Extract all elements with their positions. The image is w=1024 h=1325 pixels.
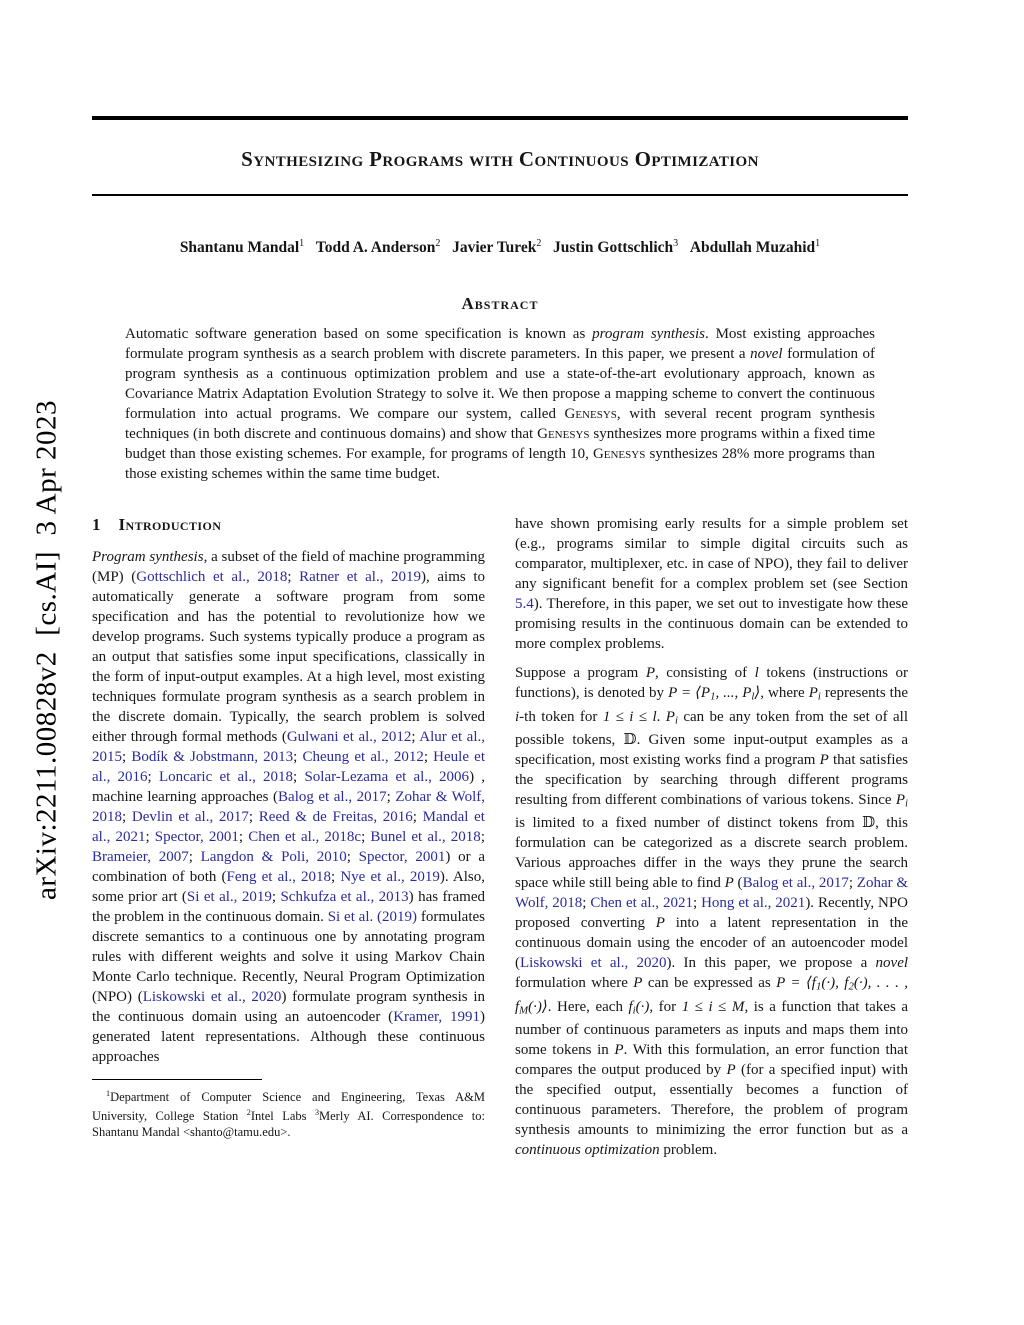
text-segment: , a subset of the field of machine programming (MP) ( (92, 549, 485, 586)
text-segment: i (817, 690, 821, 703)
text-segment: novel (875, 955, 909, 972)
text-segment: ) or a combination of both ( (92, 849, 485, 886)
paper-title: Synthesizing Programs with Continuous Optimization (241, 147, 759, 171)
intro-paragraph-2 (515, 514, 908, 654)
text-segment: ; (346, 849, 359, 866)
citation-link[interactable]: Spector, 2001 (154, 829, 239, 846)
citation-link[interactable]: Liskowski et al., 2020 (520, 955, 667, 972)
abstract-text (125, 324, 875, 484)
citation-link[interactable]: Reed & de Freitas, 2016 (258, 809, 413, 826)
text-segment (304, 239, 316, 256)
citation-link[interactable]: Bodík & Jobstmann, 2013 (131, 749, 294, 766)
citation-link[interactable]: Chen et al., 2018c (248, 829, 362, 846)
text-segment: 1 ≤ i ≤ M (681, 998, 745, 1015)
title-rule-bottom (92, 194, 908, 196)
text-segment (678, 239, 690, 256)
text-segment: Genesys (592, 446, 646, 463)
citation-link[interactable]: Devlin et al., 2017 (131, 809, 249, 826)
section-heading-introduction (92, 514, 485, 536)
text-segment: can be expressed as (642, 975, 777, 992)
text-segment: ; (582, 895, 591, 912)
intro-paragraph-1 (92, 547, 485, 1067)
text-segment: ; (386, 789, 396, 806)
text-segment: ; (188, 849, 201, 866)
citation-link[interactable]: Solar-Lezama et al., 2006 (304, 769, 470, 786)
text-segment: synthesizes 28% more programs than those existing schemes within the same time budget. (125, 446, 875, 483)
text-segment: (·)⟩ (528, 998, 548, 1015)
two-column-body (92, 514, 908, 1160)
text-segment: . (656, 708, 666, 725)
text-segment: . Given some input-output examples as a specification, most existing works find a program (515, 731, 908, 768)
citation-link[interactable]: Zohar & Wolf, 2018 (92, 789, 485, 826)
text-segment: P (819, 751, 829, 768)
text-segment: P = ⟨f (776, 975, 816, 992)
text-segment: P (808, 685, 818, 702)
text-segment: problem. (659, 1142, 718, 1159)
footnote-block (92, 1079, 485, 1140)
text-segment: . Most existing approaches formulate program synthesis as a search problem with discrete parameters. In this paper, we present a (125, 326, 875, 363)
text-segment: ; (361, 829, 371, 846)
text-segment: ⟩ (754, 685, 761, 702)
text-segment: ; (122, 809, 132, 826)
text-segment: ; (411, 729, 420, 746)
text-segment: ) generated latent representations. Although these continuous approaches (92, 1009, 485, 1066)
text-segment: , where (760, 685, 809, 702)
text-segment: ). In this paper, we propose a (666, 955, 876, 972)
citation-link[interactable]: Alur et al., 2015 (92, 729, 485, 766)
text-segment: P (724, 875, 734, 892)
text-segment: 1 (815, 980, 822, 993)
text-segment: is limited to a fixed number of distinct tokens from (515, 815, 863, 832)
citation-link[interactable]: Ratner et al., 2019 (299, 569, 422, 586)
text-segment: Shantanu Mandal (179, 239, 300, 257)
text-segment: ( (733, 875, 743, 892)
text-segment: formulates discrete semantics to a continuous one by annotating program rules with different weights and solve it using Markov Chain Monte Carlo technique. Recently, Neural Program Optimization (NPO) ( (92, 909, 485, 1006)
citation-link[interactable]: Balog et al., 2017 (278, 789, 387, 806)
text-segment: ; (480, 829, 485, 846)
text-segment: f (628, 998, 633, 1015)
text-segment: 1 ≤ i ≤ l (602, 708, 657, 725)
text-segment: P (633, 975, 643, 992)
text-segment: ) , machine learning approaches ( (92, 769, 486, 806)
text-segment: novel (750, 346, 783, 363)
text-segment: , for (649, 998, 682, 1015)
text-segment (541, 239, 553, 256)
text-segment: P = ⟨P (668, 685, 711, 702)
abstract-heading: Abstract (461, 294, 539, 314)
text-segment: . Here, each (547, 998, 629, 1015)
text-segment: ; (145, 829, 155, 846)
citation-link[interactable]: Mandal et al., 2021 (92, 809, 485, 846)
author-list (92, 233, 908, 258)
text-segment: represents the (820, 685, 908, 702)
text-segment: ) has framed the problem in the continuous domain. (92, 889, 485, 926)
citation-link[interactable]: Gulwani et al., 2012 (286, 729, 412, 746)
intro-paragraph-3 (515, 663, 908, 1160)
section-title: Introduction (118, 515, 222, 535)
text-segment: i (674, 713, 678, 726)
citation-link[interactable]: Gottschlich et al., 2018 (136, 569, 288, 586)
text-segment: l (754, 665, 759, 682)
text-segment: P (655, 915, 665, 932)
text-segment: Javier Turek (452, 239, 537, 257)
text-segment: formulation where (515, 975, 634, 992)
text-segment: Abdullah Muzahid (689, 239, 816, 257)
text-segment: ; (238, 829, 249, 846)
text-segment: 2 (246, 1108, 251, 1118)
text-segment: continuous optimization (515, 1142, 660, 1159)
text-segment: ; (287, 569, 300, 586)
text-segment: (·) (635, 998, 650, 1015)
citation-link[interactable]: Kramer, 1991 (393, 1009, 480, 1026)
text-segment: synthesizes more programs within a fixed time budget than those existing schemes. For example, for programs of length 10, (125, 426, 876, 463)
citation-link[interactable]: Balog et al., 2017 (742, 875, 849, 892)
text-segment: 𝔻 (862, 815, 876, 832)
text-segment (440, 239, 452, 256)
citation-link[interactable]: Spector, 2001 (358, 849, 446, 866)
text-segment: , with several recent program synthesis techniques (in both discrete and continuous domains) and show that (125, 406, 875, 443)
text-segment: 3 (673, 238, 679, 249)
text-segment: that satisfies the specification by searching through different programs resulting from different combinations of various tokens. Since (515, 751, 908, 808)
text-segment: ; (271, 889, 281, 906)
footnote-rule (92, 1079, 262, 1080)
text-segment: ; (122, 749, 132, 766)
text-segment: into a latent representation in the continuous domain using the encoder of an autoencoder model ( (515, 915, 909, 972)
text-segment: ). Also, some prior art ( (92, 869, 485, 906)
text-segment: have shown promising early results for a simple problem set (e.g., programs similar to simple digital circuits such as comparator, multiplexer, etc. in case of NPO), they fail to deliver any significant benefit for a complex problem set (see Section (515, 516, 908, 593)
text-segment: P (726, 1062, 736, 1079)
citation-link[interactable]: Zohar & Wolf, 2018 (515, 875, 909, 912)
arxiv-watermark: arXiv:2211.00828v2 [cs.AI] 3 Apr 2023 (30, 399, 63, 901)
text-segment: ), aims to automatically generate a software program from some specification and has the potential to revolutionize how we develop programs. Such systems typically produce a program as an output that satisfies some input specifications, classically in the form of input-output examples. At a high level, most existing techniques formulate program synthesis as a search problem in the discrete domain. Typically, the search problem is solved either through formal methods ( (92, 569, 485, 746)
text-segment: Department of Computer Science and Engineering, Texas A&M University, College Station (92, 1090, 485, 1124)
text-segment: Intel Labs (250, 1109, 315, 1124)
text-segment: i (905, 797, 908, 810)
text-segment: ; (692, 895, 702, 912)
text-segment: P (895, 791, 905, 808)
section-number: 1 (92, 515, 101, 535)
paper-content (92, 0, 908, 1160)
citation-link[interactable]: Schkufza et al., 2013 (280, 889, 409, 906)
text-segment: Suppose a program (515, 665, 646, 682)
text-segment: formulation of program synthesis as a continuous optimization problem and use a state-of-the-art evolutionary approach, known as Covariance Matrix Adaptation Evolution Strategy to solve it. We then propose a mapping scheme to convert the continuous formulation into actual programs. We compare our system, called (125, 346, 875, 423)
text-segment: Genesys (537, 426, 590, 443)
text-segment: ) formulate program synthesis in the continuous domain using an autoencoder ( (92, 989, 486, 1026)
text-segment: 2 (536, 238, 542, 249)
text-segment: (·), . . . , f (515, 975, 908, 1015)
text-segment: i (515, 708, 520, 725)
citation-link[interactable]: Liskowski et al., 2020 (142, 989, 282, 1006)
citation-link[interactable]: Feng et al., 2018 (226, 869, 332, 886)
text-segment: ; (147, 769, 159, 786)
text-segment: Genesys (564, 406, 617, 423)
citation-link[interactable]: Si et al., 2019 (186, 889, 272, 906)
text-segment: 𝔻 (623, 731, 637, 748)
text-segment: , ..., P (715, 685, 752, 702)
text-segment: ; (248, 809, 259, 826)
text-segment: Justin Gottschlich (553, 239, 674, 257)
citation-link[interactable]: Brameier, 2007 (92, 849, 189, 866)
text-segment: M (519, 1004, 529, 1017)
text-segment: l (751, 690, 755, 703)
text-segment: , this formulation can be categorized as a discrete search problem. Various approaches differ in the ways they prune the search space while still being able to find (515, 815, 908, 892)
text-segment: , is a function that takes a number of continuous parameters as inputs and maps them into some tokens in (515, 998, 908, 1059)
citation-link[interactable]: Hong et al., 2021 (701, 895, 806, 912)
text-segment: (·), f (821, 975, 849, 992)
citation-link[interactable]: Nye et al., 2019 (340, 869, 440, 886)
text-segment: i (632, 1004, 636, 1017)
text-segment: 2 (435, 238, 441, 249)
text-segment: 2 (848, 980, 854, 993)
text-segment: , consisting of (655, 665, 755, 682)
text-segment: ). Recently, NPO proposed converting (515, 895, 908, 932)
text-segment: Todd A. Anderson (315, 239, 436, 257)
title-rule-top (92, 116, 908, 120)
citation-link[interactable]: Si et al. (2019) (327, 909, 418, 926)
text-segment: Program synthesis (92, 549, 204, 566)
text-segment: -th token for (519, 708, 603, 725)
citation-link[interactable]: Cheung et al., 2012 (302, 749, 424, 766)
text-segment: ; (293, 749, 303, 766)
citation-link[interactable]: 5.4 (515, 596, 534, 613)
text-segment: . With this formulation, an error function that compares the output produced by (515, 1042, 908, 1079)
citation-link[interactable]: Langdon & Poli, 2010 (200, 849, 347, 866)
text-segment: Automatic software generation based on some specification is known as (125, 326, 593, 343)
citation-link[interactable]: Loncaric et al., 2018 (158, 769, 294, 786)
footnote-text (92, 1086, 485, 1140)
text-segment: Merly AI. Correspondence to: Shantanu Mandal <shanto@tamu.edu>. (92, 1109, 485, 1140)
text-segment: P (614, 1042, 624, 1059)
citation-link[interactable]: Chen et al., 2021 (590, 895, 693, 912)
citation-link[interactable]: Bunel et al., 2018 (370, 829, 481, 846)
right-column (515, 514, 908, 1160)
left-column (92, 514, 485, 1160)
text-segment: ; (423, 749, 434, 766)
text-segment: P (645, 665, 656, 682)
text-segment: ). Therefore, in this paper, we set out to investigate how these promising results in the continuous domain can be extended to more complex problems. (515, 596, 908, 653)
text-segment: ; (848, 875, 857, 892)
text-segment: 1 (710, 690, 716, 703)
text-segment: program synthesis (592, 326, 706, 343)
citation-link[interactable]: Heule et al., 2016 (92, 749, 485, 786)
text-segment: 3 (314, 1108, 320, 1118)
text-segment: (for a specified input) with the specified output, essentially becomes a function of continuous parameters. Therefore, the problem of program synthesis amounts to minimizing the error function but as a (515, 1062, 909, 1139)
text-segment: can be any token from the set of all possible tokens, (515, 708, 909, 748)
text-segment: P (665, 708, 675, 725)
text-segment: 1 (106, 1089, 111, 1099)
text-segment: tokens (instructions or functions), is denoted by (515, 665, 908, 702)
text-segment: 1 (299, 238, 305, 249)
text-segment: ; (331, 869, 341, 886)
text-segment: ; (412, 809, 423, 826)
text-segment: ; (293, 769, 305, 786)
text-segment: 1 (815, 238, 821, 249)
